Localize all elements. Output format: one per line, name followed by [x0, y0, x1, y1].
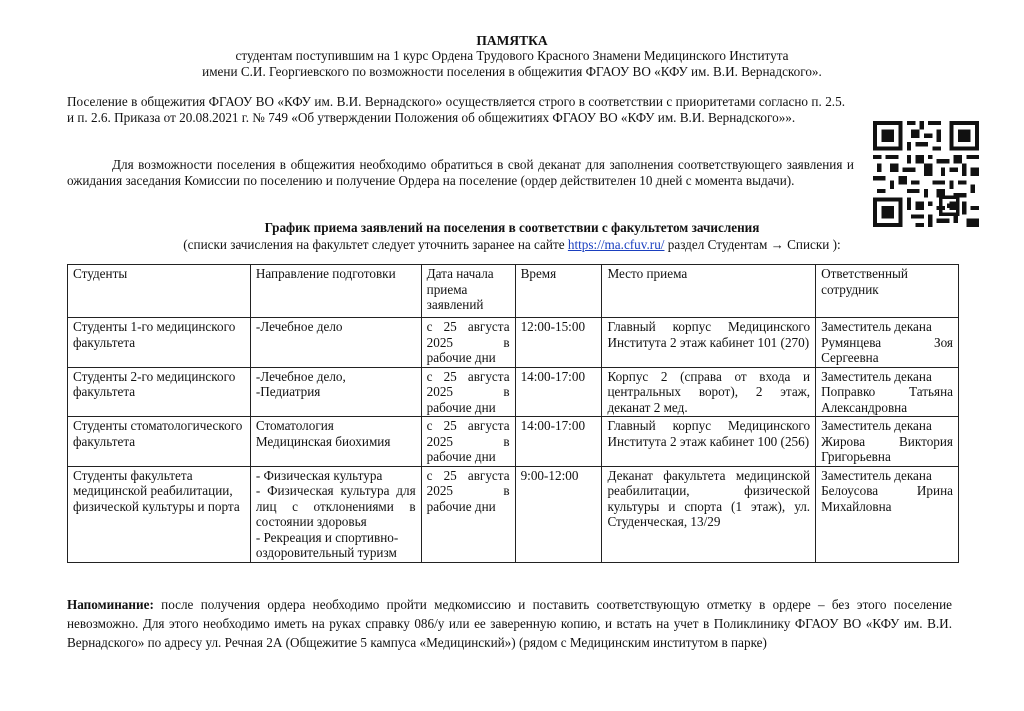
header-responsible: Ответственный сотрудник: [816, 265, 959, 318]
cell-responsible: [816, 466, 959, 562]
responsible-name: Белоусова Ирина Михайловна: [821, 483, 953, 514]
cell-place: Корпус 2 (справа от входа и центральных ворот), 2 этаж, деканат 2 мед.: [602, 367, 816, 417]
date-line: рабочие дни: [426, 449, 496, 464]
date-line: рабочие дни: [426, 350, 496, 365]
date-line: 2025 в: [426, 334, 510, 350]
date-line: 2025 в: [426, 433, 510, 449]
cell-date: [421, 367, 515, 417]
responsible-name: Жирова Виктория Григорьевна: [821, 433, 953, 464]
cell-direction: [250, 417, 421, 467]
date-line: с 25 августа: [426, 418, 510, 433]
header-time: Время: [515, 265, 602, 318]
direction-line: -Педиатрия: [255, 384, 321, 399]
cell-direction: [250, 367, 421, 417]
cell-students: Студенты 2-го медицинского факультета: [68, 367, 251, 417]
cell-direction: [250, 466, 421, 562]
responsible-role: Заместитель декана: [821, 418, 932, 433]
qr-code-icon: [873, 121, 979, 227]
direction-line: - Физическая культура: [255, 467, 383, 483]
responsible-role: Заместитель декана: [821, 368, 932, 384]
cell-time: 14:00-17:00: [515, 417, 602, 467]
cell-date: [421, 318, 515, 368]
schedule-note-before: (списки зачисления на факультет следует уточнить заранее на сайте: [183, 237, 568, 252]
intro-paragraph-2: Для возможности поселения в общежития необходимо обратиться в свой деканат для заполнения соответствующего заявления и ожидания заседания Комиссии по поселению и получение Ордера на поселение (ордер действителен 10 дней с момента выдачи).: [67, 157, 854, 188]
cell-date: [421, 466, 515, 562]
direction-line: Медицинская биохимия: [255, 433, 391, 449]
cell-time: 12:00-15:00: [515, 318, 602, 368]
document-title: ПАМЯТКА: [476, 33, 548, 48]
cell-place: Главный корпус Медицинского Института 2 этаж кабинет 101 (270): [602, 318, 816, 368]
direction-line: - Рекреация и спортивно-оздоровительный туризм: [255, 529, 399, 560]
cell-place: Главный корпус Медицинского Института 2 этаж кабинет 100 (256): [602, 417, 816, 467]
table-row: [68, 318, 959, 368]
schedule-note: [60, 237, 964, 253]
cell-students: Студенты факультета медицинской реабилитации, физической культуры и порта: [68, 466, 251, 562]
table-row: [68, 367, 959, 417]
direction-line: -Лечебное дело,: [255, 368, 346, 384]
cell-responsible: [816, 367, 959, 417]
subtitle-line-2: имени С.И. Георгиевского по возможности поселения в общежития ФГАОУ ВО «КФУ им. В.И. Вернадского».: [202, 64, 822, 79]
schedule-link[interactable]: https://ma.cfuv.ru/: [567, 237, 665, 252]
subtitle-line-1: студентам поступившим на 1 курс Ордена Трудового Красного Знамени Медицинского Института: [235, 48, 789, 63]
header-direction: Направление подготовки: [250, 265, 421, 318]
date-line: рабочие дни: [426, 498, 496, 514]
table-row: [68, 417, 959, 467]
intro-paragraph-1: Поселение в общежития ФГАОУ ВО «КФУ им. В.И. Вернадского» осуществляется строго в соответствии с приоритетами согласно п. 2.5. и п. 2.6. Приказа от 20.08.2021 г. № 749 «Об утверждении Положения об общежитиях ФГАОУ ВО «КФУ им. В.И. Вернадского»».: [67, 94, 845, 125]
cell-date: [421, 417, 515, 467]
reminder-text: после получения ордера необходимо пройти медкомиссию и поставить соответствующую отметку в ордере – без этого поселение невозможно. Для этого необходимо иметь на руках справку 086/у или ее заверенную копию, и встать на учет в Поликлинику ФГАОУ ВО «КФУ им. В.И. Вернадского» по адресу ул. Речная 2А (Общежитие 5 кампуса «Медицинский») (рядом с Медицинским институтом в парке): [67, 597, 952, 650]
cell-time: 14:00-17:00: [515, 367, 602, 417]
header-date: Дата начала приема заявлений: [421, 265, 515, 318]
schedule-table: [67, 264, 959, 563]
cell-students: Студенты стоматологического факультета: [68, 417, 251, 467]
cell-direction: -Лечебное дело: [250, 318, 421, 368]
cell-responsible: [816, 417, 959, 467]
header-place: Место приема: [602, 265, 816, 318]
date-line: рабочие дни: [426, 399, 496, 415]
date-line: 2025 в: [426, 483, 510, 498]
date-line: 2025 в: [426, 384, 510, 399]
direction-line: - Физическая культура для лиц с отклонениями в состоянии здоровья: [255, 483, 416, 529]
cell-responsible: [816, 318, 959, 368]
responsible-name: Румянцева Зоя Сергеевна: [821, 334, 953, 365]
direction-line: Стоматология: [255, 418, 334, 433]
table-header-row: [68, 265, 959, 318]
table-row: [68, 466, 959, 562]
responsible-role: Заместитель декана: [821, 319, 932, 334]
cell-time: 9:00-12:00: [515, 466, 602, 562]
header-students: Студенты: [68, 265, 251, 318]
cell-place: Деканат факультета медицинской реабилитации, физической культуры и спорта (1 этаж), ул. Студенческая, 13/29: [602, 466, 816, 562]
date-line: с 25 августа: [426, 467, 510, 483]
date-line: с 25 августа: [426, 368, 510, 384]
cell-students: Студенты 1-го медицинского факультета: [68, 318, 251, 368]
schedule-title: График приема заявлений на поселения в соответствии с факультетом зачисления: [264, 220, 760, 235]
reminder-label: Напоминание:: [67, 597, 154, 612]
reminder-paragraph: [67, 595, 952, 652]
date-line: с 25 августа: [426, 319, 510, 334]
schedule-note-after: раздел Студентам → Списки ):: [664, 237, 841, 252]
responsible-role: Заместитель декана: [821, 467, 932, 483]
responsible-name: Поправко Татьяна Александровна: [821, 384, 953, 415]
